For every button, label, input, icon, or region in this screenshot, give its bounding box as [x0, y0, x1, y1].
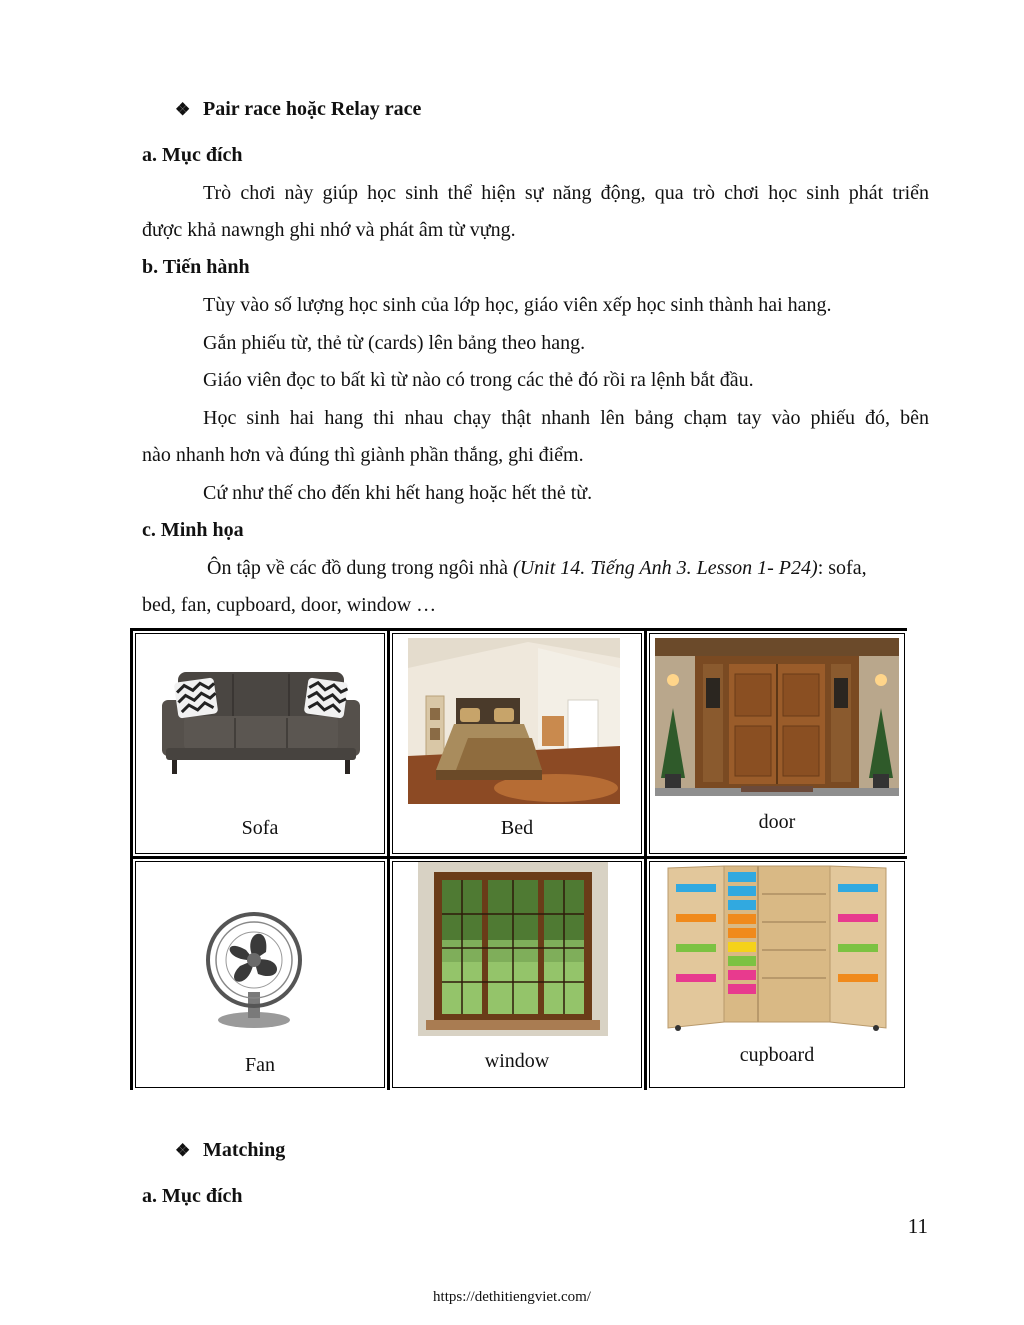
procedure-step-4-line2: nào nhanh hơn và đúng thì giành phần thắng, ghi điểm. [142, 444, 584, 466]
purpose-paragraph-line1: Trò chơi này giúp học sinh thể hiện sự năng động, qua trò chơi học sinh phát triển [203, 182, 929, 204]
card-label-cupboard: cupboard [739, 1044, 815, 1066]
card-door [647, 631, 907, 856]
illustration-paragraph-line1: Ôn tập về các đồ dung trong ngôi nhà (Unit 14. Tiếng Anh 3. Lesson 1- P24): sofa, [207, 557, 867, 579]
card-label-fan: Fan [245, 1054, 275, 1076]
fan-picture [180, 912, 330, 1030]
purpose-paragraph-line2: được khả nawngh ghi nhớ và phát âm từ vựng. [142, 219, 516, 241]
page-number: 11 [907, 1214, 928, 1238]
card-label-window: window [484, 1050, 550, 1072]
purpose-heading: a. Mục đích [142, 144, 243, 166]
illustration-heading: c. Minh họa [142, 519, 244, 541]
card-fan [133, 859, 387, 1090]
procedure-step-3: Giáo viên đọc to bất kì từ nào có trong các thẻ đó rồi ra lệnh bắt đầu. [203, 369, 754, 391]
section-heading-matching: ❖ Matching [175, 1137, 285, 1164]
source-url[interactable]: https://dethitiengviet.com/ [433, 1289, 591, 1305]
bed-picture [408, 638, 620, 804]
card-label-bed: Bed [500, 817, 534, 839]
card-sofa [133, 631, 387, 856]
diamond-bullet-icon: ❖ [175, 100, 191, 119]
door-picture [655, 638, 899, 796]
card-cupboard [647, 859, 907, 1090]
procedure-heading: b. Tiến hành [142, 256, 250, 278]
cupboard-picture [666, 864, 888, 1032]
picture-card-table [130, 628, 907, 1090]
card-window [390, 859, 644, 1090]
card-bed [390, 631, 644, 856]
procedure-step-2: Gắn phiếu từ, thẻ từ (cards) lên bảng theo hang. [203, 332, 586, 354]
procedure-step-5: Cứ như thế cho đến khi hết hang hoặc hết thẻ từ. [203, 482, 593, 504]
sofa-picture [158, 664, 364, 776]
section-heading-pair-race: ❖ Pair race hoặc Relay race [175, 96, 421, 123]
diamond-bullet-icon: ❖ [175, 1141, 191, 1160]
card-label-sofa: Sofa [241, 817, 279, 839]
window-picture [418, 862, 608, 1036]
card-label-door: door [758, 811, 796, 833]
procedure-step-1: Tùy vào số lượng học sinh của lớp học, giáo viên xếp học sinh thành hai hang. [203, 294, 832, 316]
procedure-step-4-line1: Học sinh hai hang thi nhau chạy thật nhanh lên bảng chạm tay vào phiếu đó, bên [203, 407, 929, 429]
matching-purpose-heading: a. Mục đích [142, 1185, 243, 1207]
illustration-paragraph-line2: bed, fan, cupboard, door, window … [142, 594, 437, 616]
